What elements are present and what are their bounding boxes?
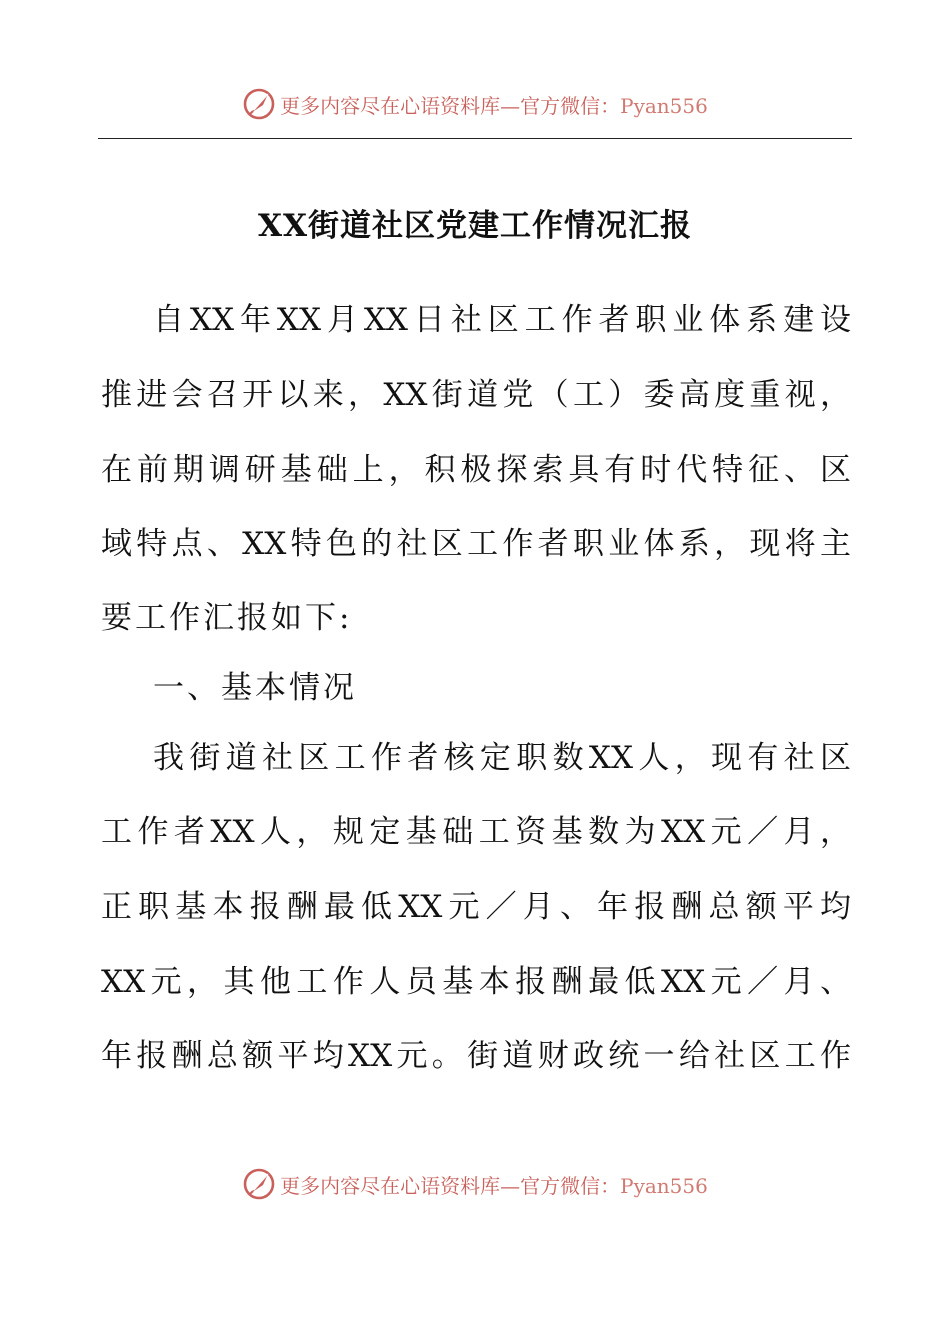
body-line: XX元，其他工作人员基本报酬最低XX元／月、 xyxy=(101,964,851,1000)
header-banner[interactable] xyxy=(0,84,950,124)
body-line: 我街道社区工作者核定职数XX人，现有社区 xyxy=(153,740,851,776)
body-line: 自XX年XX月XX日社区工作者职业体系建设 xyxy=(153,302,851,338)
body-line: 正职基本报酬最低XX元／月、年报酬总额平均 xyxy=(101,889,851,925)
quill-logo-icon xyxy=(242,1167,276,1201)
body-line: 推进会召开以来，XX街道党（工）委高度重视， xyxy=(101,377,851,413)
section-heading: 一、基本情况 xyxy=(153,670,357,706)
footer-banner-text: 更多内容尽在心语资料库—官方微信：Pyan556 xyxy=(280,1173,708,1198)
body-line: 在前期调研基础上，积极探索具有时代特征、区 xyxy=(101,452,851,488)
body-line: 域特点、XX特色的社区工作者职业体系，现将主 xyxy=(101,526,851,562)
footer-banner[interactable] xyxy=(0,1164,950,1204)
body-line: 年报酬总额平均XX元。街道财政统一给社区工作 xyxy=(101,1038,851,1074)
body-line: 要工作汇报如下: xyxy=(101,600,353,636)
header-divider xyxy=(98,138,852,139)
header-wechat-id: Pyan556 xyxy=(620,93,708,118)
footer-wechat-id: Pyan556 xyxy=(620,1173,708,1198)
document-title: XX街道社区党建工作情况汇报 xyxy=(257,208,693,244)
body-line: 工作者XX人，规定基础工资基数为XX元／月， xyxy=(101,814,851,850)
quill-logo-icon xyxy=(242,87,276,121)
header-banner-text: 更多内容尽在心语资料库—官方微信：Pyan556 xyxy=(280,93,708,118)
